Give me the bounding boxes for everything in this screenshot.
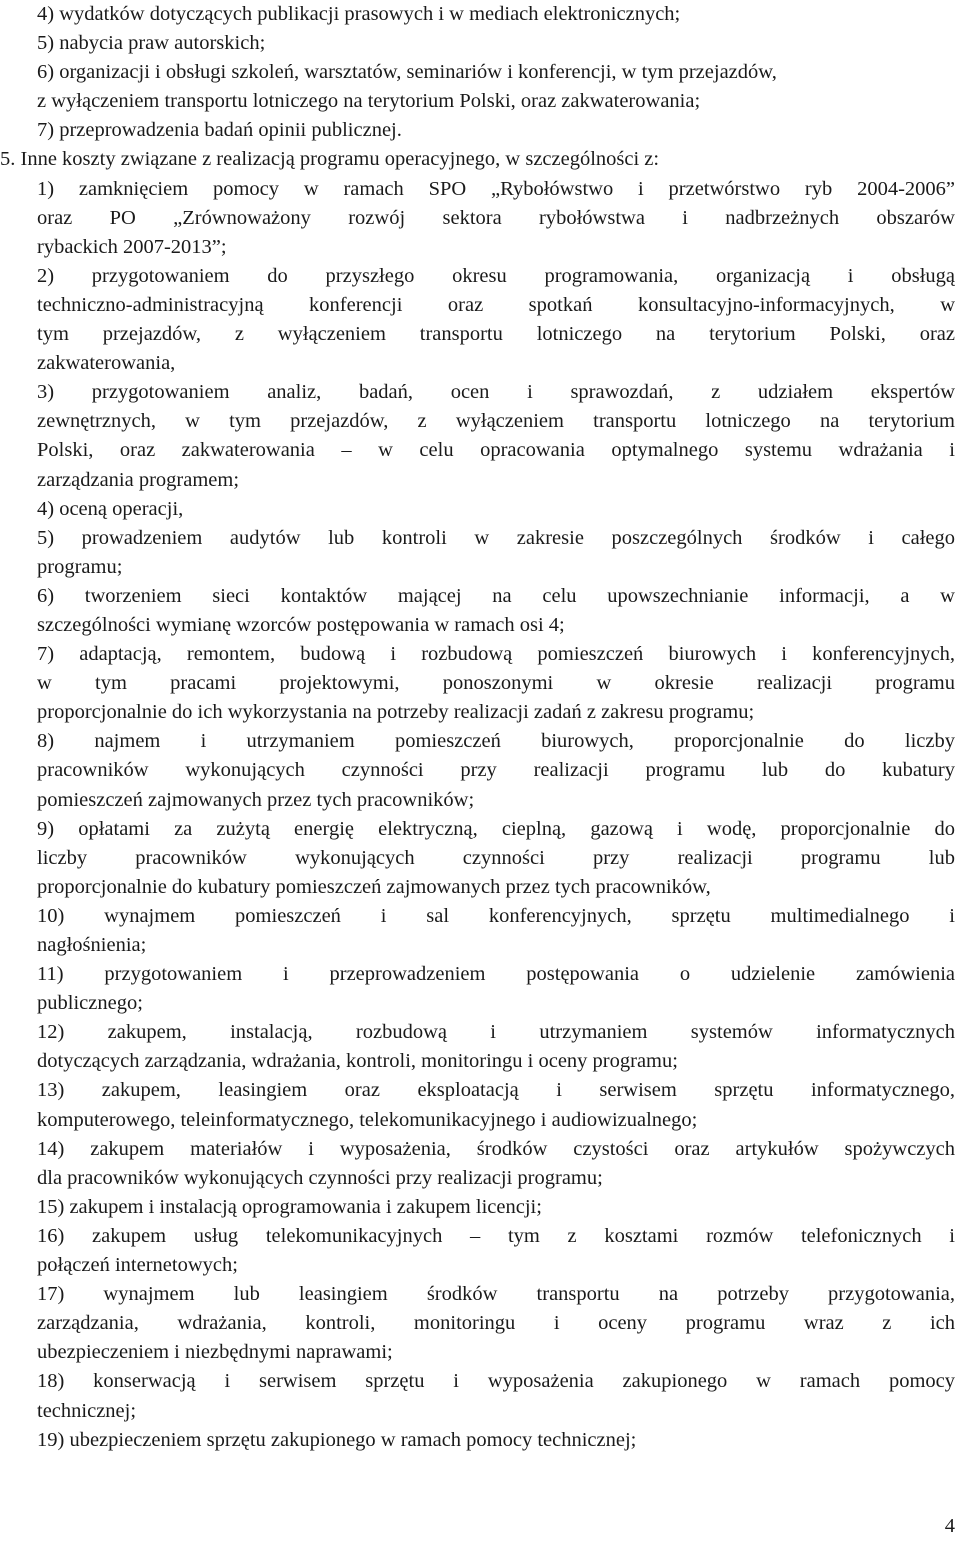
text-line: 3) przygotowaniem analiz, badań, ocen i sprawozdań, z udziałem ekspertów xyxy=(37,381,955,404)
text-line: 5) nabycia praw autorskich; xyxy=(37,32,266,55)
text-line: 19) ubezpieczeniem sprzętu zakupionego w ramach pomocy technicznej; xyxy=(37,1428,637,1451)
text-line: zarządzania programem; xyxy=(37,468,240,491)
text-line: szczególności wymianę wzorców postępowania w ramach osi 4; xyxy=(37,613,565,636)
text-line: publicznego; xyxy=(37,992,143,1015)
text-line: komputerowego, teleinformatycznego, telekomunikacyjnego i audiowizualnego; xyxy=(37,1108,698,1131)
text-line: oraz PO „Zrównoważony rozwój sektora rybołówstwa i nadbrzeżnych obszarów xyxy=(37,206,955,229)
text-line: technicznej; xyxy=(37,1399,137,1422)
text-line: 18) konserwacją i serwisem sprzętu i wyposażenia zakupionego w ramach pomocy xyxy=(37,1370,955,1393)
text-line: techniczno-administracyjną konferencji oraz spotkań konsultacyjno-informacyjnych, w xyxy=(37,293,955,316)
text-line: połączeń internetowych; xyxy=(37,1254,238,1277)
text-line: zarządzania, wdrażania, kontroli, monitoringu i oceny programu wraz z ich xyxy=(37,1312,955,1335)
text-line: 10) wynajmem pomieszczeń i sal konferencyjnych, sprzętu multimedialnego i xyxy=(37,904,955,927)
page-number: 4 xyxy=(944,1515,955,1537)
text-line: Polski, oraz zakwaterowania – w celu opracowania optymalnego systemu wdrażania i xyxy=(37,439,955,462)
text-line: programu; xyxy=(37,555,123,578)
text-line: 12) zakupem, instalacją, rozbudową i utrzymaniem systemów informatycznych xyxy=(37,1021,955,1044)
text-line: 4) oceną operacji, xyxy=(37,497,184,520)
text-line: proporcjonalnie do ich wykorzystania na potrzeby realizacji zadań z zakresu programu; xyxy=(37,701,755,724)
text-line: 1) zamknięciem pomocy w ramach SPO „Rybołówstwo i przetwórstwo ryb 2004-2006” xyxy=(37,177,955,200)
text-line: tym przejazdów, z wyłączeniem transportu lotniczego na terytorium Polski, oraz xyxy=(37,323,955,346)
text-line: zewnętrznych, w tym przejazdów, z wyłączeniem transportu lotniczego na terytorium xyxy=(37,410,955,433)
text-line: liczby pracowników wykonujących czynności przy realizacji programu lub xyxy=(37,846,955,869)
text-line: dla pracowników wykonujących czynności przy realizacji programu; xyxy=(37,1166,603,1189)
text-line: ubezpieczeniem i niezbędnymi naprawami; xyxy=(37,1341,393,1364)
text-line: 7) przeprowadzenia badań opinii publicznej. xyxy=(37,119,402,142)
text-line: 11) przygotowaniem i przeprowadzeniem postępowania o udzielenie zamówienia xyxy=(37,963,955,986)
text-line: 5) prowadzeniem audytów lub kontroli w zakresie poszczególnych środków i całego xyxy=(37,526,955,549)
text-line: proporcjonalnie do kubatury pomieszczeń zajmowanych przez tych pracowników, xyxy=(37,875,711,898)
text-line: 9) opłatami za zużytą energię elektryczną, cieplną, gazową i wodę, proporcjonalnie do xyxy=(37,817,955,840)
text-line: w tym pracami projektowymi, ponoszonymi w okresie realizacji programu xyxy=(37,672,955,695)
text-line: 2) przygotowaniem do przyszłego okresu programowania, organizacją i obsługą xyxy=(37,264,955,287)
section-heading: 5. Inne koszty związane z realizacją programu operacyjnego, w szczególności z: xyxy=(0,148,660,171)
text-line: 17) wynajmem lub leasingiem środków transportu na potrzeby przygotowania, xyxy=(37,1283,955,1306)
text-line: 4) wydatków dotyczących publikacji prasowych i w mediach elektronicznych; xyxy=(37,3,681,25)
text-line: dotyczących zarządzania, wdrażania, kontroli, monitoringu i oceny programu; xyxy=(37,1050,678,1073)
text-line: zakwaterowania, xyxy=(37,352,176,375)
text-line: 6) organizacji i obsługi szkoleń, warsztatów, seminariów i konferencji, w tym przejazdów, xyxy=(37,61,777,84)
text-line: 6) tworzeniem sieci kontaktów mającej na celu upowszechnianie informacji, a w xyxy=(37,584,955,607)
text-line: z wyłączeniem transportu lotniczego na terytorium Polski, oraz zakwaterowania; xyxy=(37,90,701,113)
text-line: pracowników wykonujących czynności przy realizacji programu lub do kubatury xyxy=(37,759,955,782)
text-line: 16) zakupem usług telekomunikacyjnych – tym z kosztami rozmów telefonicznych i xyxy=(37,1224,955,1247)
text-line: 8) najmem i utrzymaniem pomieszczeń biurowych, proporcjonalnie do liczby xyxy=(37,730,955,753)
text-line: 15) zakupem i instalacją oprogramowania i zakupem licencji; xyxy=(37,1195,542,1218)
text-line: 13) zakupem, leasingiem oraz eksploatacją i serwisem sprzętu informatycznego, xyxy=(37,1079,955,1102)
text-line: 14) zakupem materiałów i wyposażenia, środków czystości oraz artykułów spożywczych xyxy=(37,1137,955,1160)
text-line: pomieszczeń zajmowanych przez tych pracowników; xyxy=(37,788,475,811)
text-line: 7) adaptacją, remontem, budową i rozbudową pomieszczeń biurowych i konferencyjnych, xyxy=(37,643,955,666)
text-line: nagłośnienia; xyxy=(37,934,147,956)
text-line: rybackich 2007-2013”; xyxy=(37,235,227,258)
